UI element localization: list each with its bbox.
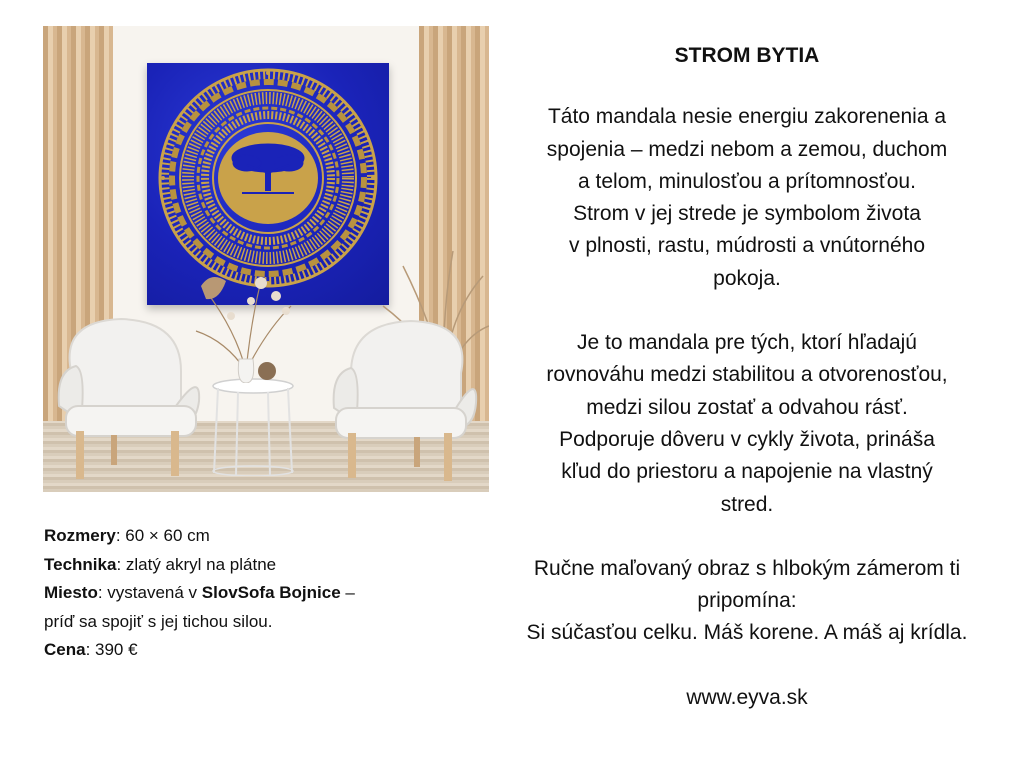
spec-location xyxy=(44,579,464,608)
spec-value: : 60 × 60 cm xyxy=(115,526,210,545)
spec-label: Technika xyxy=(44,554,117,574)
mandala-painting xyxy=(147,63,389,305)
spec-label: Miesto xyxy=(44,583,98,602)
text-line: stred. xyxy=(720,492,774,516)
product-photo xyxy=(43,26,489,492)
text-line: Ručne maľovaný obraz s hlbokým zámerom ti xyxy=(533,556,961,580)
text-line: Je to mandala pre tých, ktorí hľadajú xyxy=(577,331,917,355)
specifications xyxy=(44,522,464,665)
text-line: medzi silou zostať a odvahou rásť. xyxy=(586,395,908,419)
spec-value: : vystavená v xyxy=(97,583,202,602)
text-line: kľud do priestoru a napojenie na vlastný xyxy=(561,460,933,484)
spec-place-name: SlovSofa Bojnice xyxy=(201,583,341,602)
spec-location-line2: príď sa spojiť s jej tichou silou. xyxy=(44,611,273,631)
spec-price xyxy=(44,636,464,665)
mandala-artwork xyxy=(147,63,389,305)
side-table xyxy=(208,378,298,476)
paragraph-3 xyxy=(486,553,1008,650)
text-line: v plnosti, rastu, múdrosti a vnútorného xyxy=(568,234,925,258)
text-line: Podporuje dôveru v cykly života, prináša xyxy=(559,427,935,451)
armchair-right xyxy=(326,313,481,483)
spec-value: : 390 € xyxy=(85,640,138,659)
text-line: Si súčasťou celku. Máš korene. A máš aj krídla. xyxy=(526,621,968,645)
spec-technique xyxy=(44,551,464,580)
spec-value: : zlatý akryl na plátne xyxy=(116,554,277,574)
text-line: Táto mandala nesie energiu zakorenenia a xyxy=(547,105,947,129)
paragraph-1 xyxy=(486,101,1008,295)
spec-label: Rozmery xyxy=(44,526,116,545)
spec-dimensions xyxy=(44,522,464,551)
spec-label: Cena xyxy=(44,640,86,659)
text-line: spojenia – medzi nebom a zemou, duchom xyxy=(546,137,948,161)
description xyxy=(486,40,1008,714)
paragraph-2 xyxy=(486,327,1008,521)
text-line: Strom v jej strede je symbolom života xyxy=(573,202,921,226)
website-link[interactable]: www.eyva.sk xyxy=(686,685,808,709)
text-line: rovnováhu medzi stabilitou a otvorenosťou, xyxy=(546,363,948,387)
armchair-left xyxy=(51,311,206,481)
vase-with-dried-flowers xyxy=(191,271,301,383)
text-line: a telom, minulosťou a prítomnosťou. xyxy=(578,169,916,193)
spec-value: – xyxy=(340,583,355,602)
text-line: pripomína: xyxy=(697,589,797,613)
artwork-title: STROM BYTIA xyxy=(674,44,820,67)
text-line: pokoja. xyxy=(713,266,781,290)
